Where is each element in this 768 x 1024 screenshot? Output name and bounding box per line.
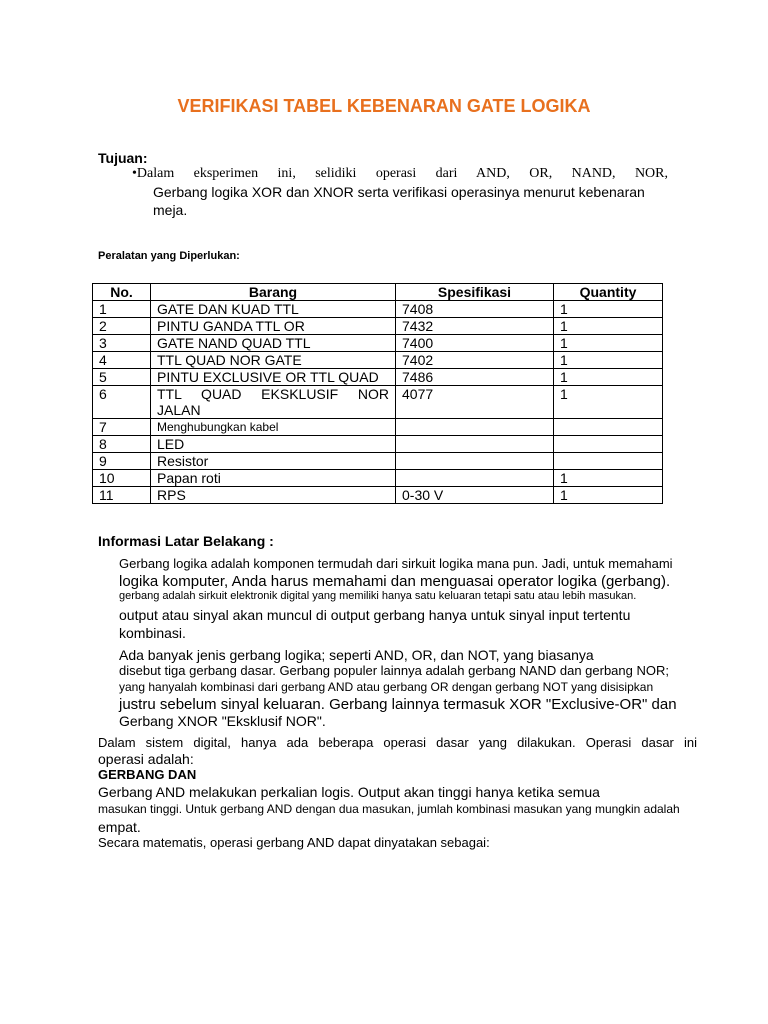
cell-barang: PINTU EXCLUSIVE OR TTL QUAD xyxy=(151,369,396,386)
cell-quantity: 1 xyxy=(554,386,663,419)
table-row xyxy=(93,419,663,436)
cell-spesifikasi: 7486 xyxy=(396,369,554,386)
info-line: disebut tiga gerbang dasar. Gerbang populer lainnya adalah gerbang NAND dan gerbang NOR; xyxy=(119,663,669,678)
cell-barang: LED xyxy=(151,436,396,453)
column-header-barang: Barang xyxy=(151,284,396,301)
cell-quantity: 1 xyxy=(554,487,663,504)
table-row xyxy=(93,470,663,487)
info-line: justru sebelum sinyal keluaran. Gerbang lainnya termasuk XOR "Exclusive-OR" dan xyxy=(119,696,677,713)
cell-quantity: 1 xyxy=(554,335,663,352)
table-row xyxy=(93,369,663,386)
cell-barang-line: JALAN xyxy=(157,402,201,418)
cell-spesifikasi xyxy=(396,470,554,487)
table-row xyxy=(93,453,663,470)
cell-quantity: 1 xyxy=(554,352,663,369)
info-line: output atau sinyal akan muncul di output gerbang hanya untuk sinyal input tertentu xyxy=(119,607,631,623)
cell-barang: TTL QUAD NOR GATE xyxy=(151,352,396,369)
info-line: Gerbang XNOR "Eksklusif NOR". xyxy=(119,713,326,729)
tujuan-text-line: meja. xyxy=(153,202,188,218)
cell-no: 3 xyxy=(93,335,151,352)
cell-barang: PINTU GANDA TTL OR xyxy=(151,318,396,335)
cell-no: 2 xyxy=(93,318,151,335)
column-header-spesifikasi: Spesifikasi xyxy=(396,284,554,301)
and-text-line: Gerbang AND melakukan perkalian logis. Output akan tinggi hanya ketika semua xyxy=(98,784,600,800)
table-header-row xyxy=(93,284,663,301)
cell-spesifikasi xyxy=(396,453,554,470)
cell-spesifikasi: 7400 xyxy=(396,335,554,352)
cell-barang-line: TTL QUAD EKSKLUSIF NOR xyxy=(157,386,389,402)
cell-spesifikasi: 4077 xyxy=(396,386,554,419)
cell-spesifikasi: 7402 xyxy=(396,352,554,369)
digital-text-line: operasi adalah: xyxy=(98,751,194,767)
cell-no: 7 xyxy=(93,419,151,436)
peralatan-heading: Peralatan yang Diperlukan: xyxy=(98,250,240,262)
table-row xyxy=(93,318,663,335)
cell-no: 10 xyxy=(93,470,151,487)
cell-barang: Resistor xyxy=(151,453,396,470)
info-line: logika komputer, Anda harus memahami dan menguasai operator logika (gerbang). xyxy=(119,573,671,590)
cell-barang: Papan roti xyxy=(151,470,396,487)
info-line: Gerbang logika adalah komponen termudah dari sirkuit logika mana pun. Jadi, untuk memahami xyxy=(119,556,673,571)
cell-no: 1 xyxy=(93,301,151,318)
cell-spesifikasi: 7408 xyxy=(396,301,554,318)
cell-barang xyxy=(151,386,396,419)
column-header-quantity: Quantity xyxy=(554,284,663,301)
cell-spesifikasi xyxy=(396,419,554,436)
cell-spesifikasi: 7432 xyxy=(396,318,554,335)
table-row xyxy=(93,487,663,504)
cell-quantity: 1 xyxy=(554,369,663,386)
table-row xyxy=(93,301,663,318)
table-row xyxy=(93,386,663,419)
and-text-line: empat. xyxy=(98,819,141,835)
info-line: Ada banyak jenis gerbang logika; seperti AND, OR, dan NOT, yang biasanya xyxy=(119,647,594,663)
gerbang-dan-heading: GERBANG DAN xyxy=(98,767,197,782)
table-row xyxy=(93,335,663,352)
cell-barang: RPS xyxy=(151,487,396,504)
tujuan-text-line: Gerbang logika XOR dan XNOR serta verifikasi operasinya menurut kebenaran xyxy=(153,184,645,200)
cell-no: 8 xyxy=(93,436,151,453)
cell-spesifikasi xyxy=(396,436,554,453)
document-title: VERIFIKASI TABEL KEBENARAN GATE LOGIKA xyxy=(177,96,591,116)
info-line: gerbang adalah sirkuit elektronik digital yang memiliki hanya satu keluaran tetapi satu atau lebih masukan. xyxy=(119,590,637,602)
info-line: kombinasi. xyxy=(119,625,186,641)
column-header-no: No. xyxy=(93,284,151,301)
tujuan-heading: Tujuan: xyxy=(98,150,148,166)
cell-quantity: 1 xyxy=(554,318,663,335)
table-row xyxy=(93,352,663,369)
cell-no: 11 xyxy=(93,487,151,504)
cell-no: 4 xyxy=(93,352,151,369)
cell-quantity xyxy=(554,436,663,453)
cell-quantity: 1 xyxy=(554,301,663,318)
cell-quantity xyxy=(554,453,663,470)
table-row xyxy=(93,436,663,453)
cell-no: 6 xyxy=(93,386,151,419)
cell-quantity xyxy=(554,419,663,436)
equipment-table xyxy=(92,283,663,504)
cell-no: 9 xyxy=(93,453,151,470)
cell-barang: GATE DAN KUAD TTL xyxy=(151,301,396,318)
cell-quantity: 1 xyxy=(554,470,663,487)
cell-spesifikasi: 0-30 V xyxy=(396,487,554,504)
and-text-line: Secara matematis, operasi gerbang AND dapat dinyatakan sebagai: xyxy=(98,835,490,850)
info-heading: Informasi Latar Belakang : xyxy=(98,533,274,549)
cell-no: 5 xyxy=(93,369,151,386)
cell-barang: Menghubungkan kabel xyxy=(151,419,396,436)
info-line: yang hanyalah kombinasi dari gerbang AND atau gerbang OR dengan gerbang NOT yang disisipkan xyxy=(119,680,654,694)
digital-text-line: Dalam sistem digital, hanya ada beberapa operasi dasar yang dilakukan. Operasi dasar ini xyxy=(98,735,697,750)
and-text-line: masukan tinggi. Untuk gerbang AND dengan dua masukan, jumlah kombinasi masukan yang mungkin adalah xyxy=(98,802,680,816)
tujuan-text-line: •Dalam eksperimen ini, selidiki operasi dari AND, OR, NAND, NOR, xyxy=(132,166,668,181)
cell-barang: GATE NAND QUAD TTL xyxy=(151,335,396,352)
